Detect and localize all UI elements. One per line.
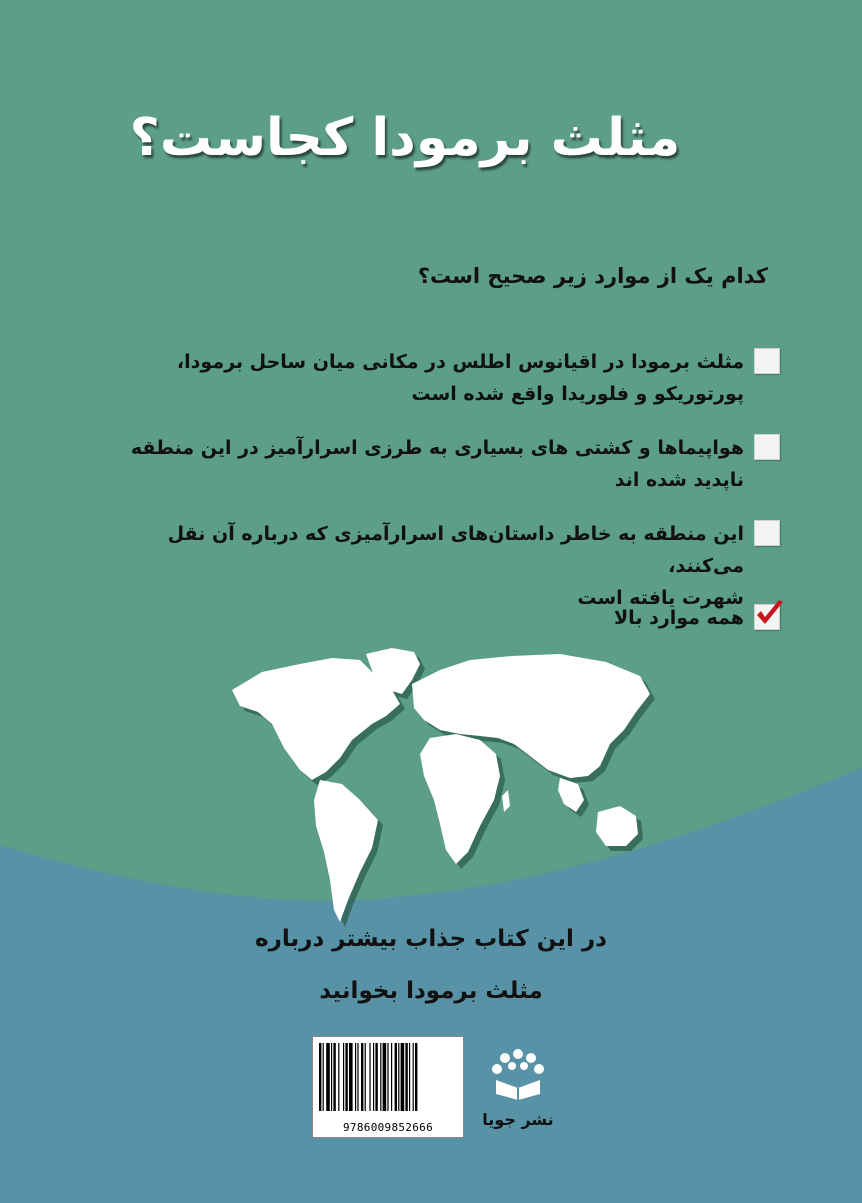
barcode-bar [405,1043,407,1111]
barcode-bar [391,1043,392,1111]
barcode-bar [333,1043,335,1111]
quiz-option-2-text: هواپیماها و کشتی های بسیاری به طرزی اسرارآمیز در این منطقه ناپدید شده اند [130,437,744,491]
cta-line-2: مثلث برمودا بخوانید [319,978,543,1004]
quiz-option-4-text: همه موارد بالا [614,607,744,629]
cta-line-1: در این کتاب جذاب بیشتر درباره [255,926,607,952]
checkbox-icon [754,348,780,374]
barcode-bar [413,1043,414,1111]
cover-title: مثلث برمودا کجاست؟ [129,108,681,168]
isbn-barcode [312,1036,464,1138]
barcode-bar [395,1043,397,1111]
barcode-bar [415,1043,417,1111]
barcode-bar [380,1043,381,1111]
barcode-bar [319,1043,321,1111]
publisher-name: نشر جویا [482,1110,554,1129]
quiz-question: کدام یک از موارد زیر صحیح است؟ [417,264,768,288]
red-checkmark-icon [752,597,786,631]
barcode-bar [387,1043,388,1111]
barcode-bar [338,1043,339,1111]
quiz-option-1-text: مثلث برمودا در اقیانوس اطلس در مکانی میان ساحل برمودا، پورتوریکو و فلوریدا واقع شده است [176,351,744,405]
barcode-bar [349,1043,353,1111]
barcode-bar [409,1043,410,1111]
barcode-bars [313,1037,463,1115]
quiz-option-2 [120,432,780,496]
quiz-option-4 [120,602,780,634]
barcode-bar [355,1043,356,1111]
barcode-bar [323,1043,324,1111]
checked-checkbox-icon [754,604,780,630]
barcode-bar [343,1043,344,1111]
barcode-bar [357,1043,358,1111]
isbn-number: 9786009852666 [343,1121,433,1134]
barcode-bar [401,1043,405,1111]
checkbox-icon [754,434,780,460]
quiz-option-3-text: این منطقه به خاطر داستان‌های اسرارآمیزی که درباره آن نقل می‌کنند، شهرت یافته است [167,523,744,609]
barcode-bar [375,1043,377,1111]
barcode-bar [398,1043,399,1111]
quiz-option-3 [120,518,780,614]
checkbox-icon [754,520,780,546]
barcode-bar [373,1043,374,1111]
barcode-bar [365,1043,366,1111]
publisher-logo-icon [488,1044,548,1104]
barcode-bar [331,1043,332,1111]
barcode-bar [383,1043,387,1111]
barcode-bar [369,1043,370,1111]
barcode-bar [361,1043,363,1111]
barcode-bar [326,1043,330,1111]
quiz-option-1 [120,346,780,410]
barcode-bar [345,1043,347,1111]
